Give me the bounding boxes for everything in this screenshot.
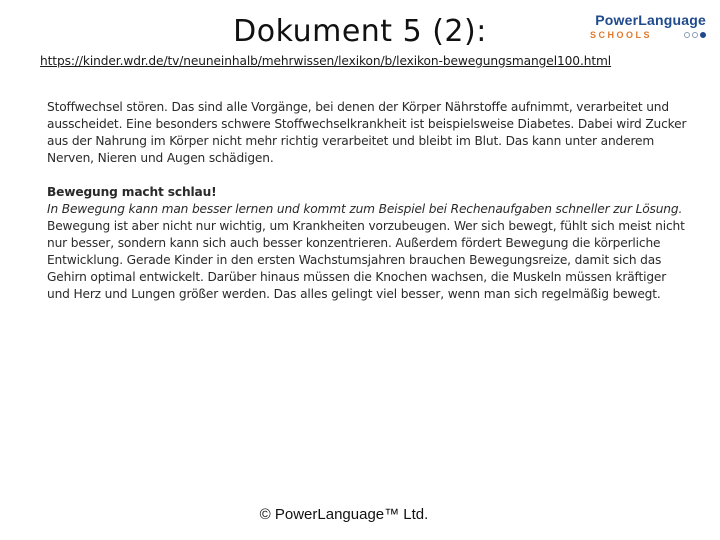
source-url-link[interactable]: https://kinder.wdr.de/tv/neuneinhalb/mehrwissen/lexikon/b/lexikon-bewegungsmangel100.html [40, 54, 612, 68]
logo-bottom-row [588, 30, 706, 40]
copyright-footer: © PowerLanguage™ Ltd. [259, 506, 429, 523]
italic-summary: In Bewegung kann man besser lernen und kommt zum Beispiel bei Rechenaufgaben schneller zur Lösung. [47, 202, 683, 216]
page-title: Dokument 5 (2): [233, 14, 487, 49]
logo-dot [692, 32, 698, 38]
logo-dot [684, 32, 690, 38]
paragraph-metabolism: Stoffwechsel stören. Das sind alle Vorgänge, bei denen der Körper Nährstoffe aufnimmt, verarbeitet und ausscheidet. Eine besonders schwere Stoffwechselkrankheit ist beispielsweise Diabetes. Dabei wird Zucker aus der Nahrung im Körper nicht mehr richtig verarbeitet und bleibt im Blut. Das kann unter anderem Nerven, Nieren und Augen schädigen. [47, 100, 687, 165]
logo-brand-text: PowerLanguage [595, 12, 706, 28]
section-heading: Bewegung macht schlau! [47, 185, 217, 199]
document-body [47, 99, 687, 303]
logo-dots-icon [684, 32, 706, 38]
paragraph-movement: Bewegung ist aber nicht nur wichtig, um Krankheiten vorzubeugen. Wer sich bewegt, fühlt sich meist nicht nur besser, sondern kann sich auch besser konzentrieren. Außerdem fördert Bewegung die körperliche Entwicklung. Gerade Kinder in den ersten Wachstumsjahren brauchen Bewegungsreize, damit sich das Gehirn optimal entwickelt. Darüber hinaus müssen die Knochen wachsen, die Muskeln müssen kräftiger und Herz und Lungen größer werden. Das alles gelingt viel besser, wenn man sich regelmäßig bewegt. [47, 219, 685, 301]
logo-sub-text: SCHOOLS [590, 30, 653, 40]
logo-dot [700, 32, 706, 38]
brand-logo [588, 12, 706, 40]
